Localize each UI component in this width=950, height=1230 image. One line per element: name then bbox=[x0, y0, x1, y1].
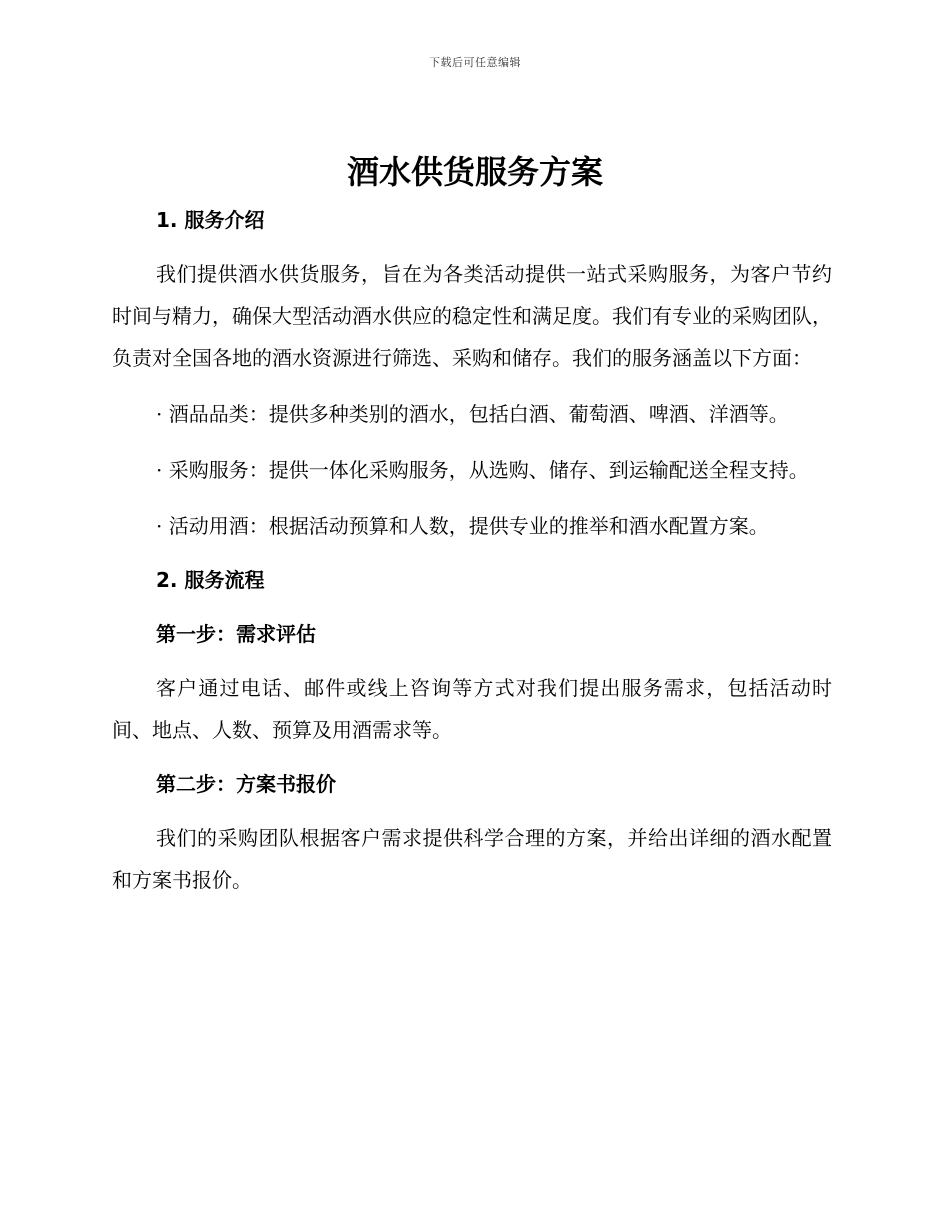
bullet-item-event-wine: · 活动用酒：根据活动预算和人数，提供专业的推举和酒水配置方案。 bbox=[156, 514, 769, 538]
section-heading-service-intro: 1. 服务介绍 bbox=[156, 208, 265, 232]
bullet-item-procurement: · 采购服务：提供一体化采购服务，从选购、储存、到运输配送全程支持。 bbox=[156, 458, 809, 482]
spacer bbox=[112, 805, 832, 817]
document-body bbox=[112, 199, 832, 901]
spacer bbox=[112, 601, 832, 613]
header-note: 下载后可任意编辑 bbox=[429, 56, 521, 69]
spacer bbox=[112, 241, 832, 253]
intro-paragraph: 我们提供酒水供货服务，旨在为各类活动提供一站式采购服务，为客户节约时间与精力，确保大型活动酒水供应的稳定性和满足度。我们有专业的采购团队，负责对全国各地的酒水资源进行筛选、采购和储存。我们的服务涵盖以下方面： bbox=[112, 262, 832, 370]
spacer bbox=[112, 547, 832, 559]
document-title: 酒水供货服务方案 bbox=[346, 153, 603, 191]
step-paragraph-proposal-quote: 我们的采购团队根据客户需求提供科学合理的方案，并给出详细的酒水配置和方案书报价。 bbox=[112, 826, 832, 892]
spacer bbox=[112, 435, 832, 449]
bullet-item-wine-category: · 酒品品类：提供多种类别的酒水，包括白酒、葡萄酒、啤酒、洋酒等。 bbox=[156, 402, 789, 426]
spacer bbox=[112, 491, 832, 505]
step-paragraph-needs-assessment: 客户通过电话、邮件或线上咨询等方式对我们提出服务需求，包括活动时间、地点、人数、预算及用酒需求等。 bbox=[112, 676, 832, 742]
section-heading-service-process: 2. 服务流程 bbox=[156, 568, 265, 592]
step-heading-proposal-quote: 第二步：方案书报价 bbox=[156, 772, 336, 796]
step-heading-needs-assessment: 第一步：需求评估 bbox=[156, 622, 316, 646]
spacer bbox=[112, 751, 832, 763]
spacer bbox=[112, 379, 832, 393]
spacer bbox=[112, 655, 832, 667]
